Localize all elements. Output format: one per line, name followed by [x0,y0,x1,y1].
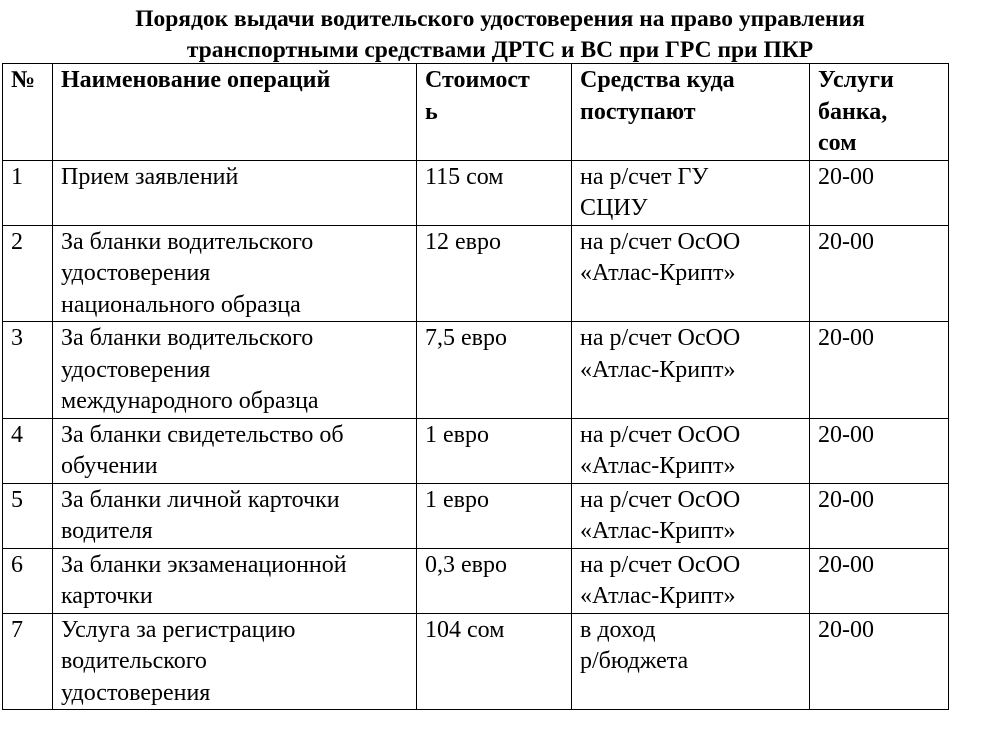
header-bank-fee-text-2: банка, [818,98,888,125]
header-destination-text-2: поступают [580,98,696,125]
header-number [3,64,53,161]
cell-number-text: 5 [11,486,23,513]
cell-bank-fee-text: 20-00 [818,486,874,513]
cell-operation-name-text: водителя [61,518,153,544]
cell-cost [417,483,572,548]
cell-destination [572,418,810,483]
cell-number [3,160,53,225]
cell-number [3,322,53,419]
cell-operation-name-text: За бланки свидетельство об [61,421,344,448]
cell-operation-name-text: За бланки водительского [61,325,314,351]
cell-destination [572,548,810,613]
document-title [0,4,1000,66]
cell-destination [572,225,810,322]
cell-operation-name-text: удостоверения [61,356,211,383]
cell-operation-name [53,225,417,322]
cell-bank-fee [810,548,949,613]
cell-operation-name [53,160,417,225]
cell-cost-text: 104 сом [425,616,505,643]
cell-operation-name-text: удостоверения [61,260,211,286]
table-row [3,418,949,483]
cell-cost-text: 1 евро [425,486,489,513]
cell-cost [417,613,572,710]
table-body [3,160,949,710]
header-operation-name-text: Наименование операций [61,67,331,93]
fees-table [2,63,949,710]
cell-operation-name-text: обучении [61,453,158,479]
cell-bank-fee-text: 20-00 [818,421,874,448]
cell-destination-text: «Атлас-Крипт» [580,518,736,544]
cell-cost [417,322,572,419]
cell-number [3,548,53,613]
cell-operation-name [53,548,417,613]
header-destination-text-1: Средства куда [580,67,735,93]
cell-number [3,483,53,548]
header-number-text: № [11,67,36,93]
cell-operation-name-text: За бланки личной карточки [61,486,340,513]
cell-destination-text: «Атлас-Крипт» [580,260,736,286]
cell-destination-text: «Атлас-Крипт» [580,583,736,609]
cell-destination-text: на р/счет ОсОО [580,486,741,513]
cell-operation-name-text: удостоверения [61,679,211,706]
cell-operation-name-text: Прием заявлений [61,163,239,190]
cell-destination-text: СЦИУ [580,195,648,221]
cell-number-text: 3 [11,325,23,351]
cell-cost [417,418,572,483]
table-header-row [3,64,949,161]
cell-number-text: 1 [11,163,23,190]
cell-destination-text: в доход [580,616,656,643]
cell-destination-text: на р/счет ОсОО [580,421,741,448]
header-cost [417,64,572,161]
cell-destination-text: на р/счет ГУ [580,163,709,190]
cell-operation-name [53,322,417,419]
cell-destination-text: «Атлас-Крипт» [580,453,736,479]
table-row [3,548,949,613]
cell-bank-fee [810,613,949,710]
cell-bank-fee-text: 20-00 [818,325,874,351]
cell-cost [417,160,572,225]
cell-cost [417,548,572,613]
cell-number-text: 7 [11,616,23,643]
cell-destination-text: на р/счет ОсОО [580,228,741,255]
cell-number [3,418,53,483]
cell-cost [417,225,572,322]
cell-number [3,613,53,710]
cell-bank-fee [810,160,949,225]
cell-bank-fee [810,483,949,548]
header-operation-name [53,64,417,161]
header-cost-text-1: Стоимост [425,67,530,93]
cell-destination-text: на р/счет ОсОО [580,325,741,351]
cell-operation-name-text: За бланки экзаменационной [61,551,347,578]
cell-bank-fee-text: 20-00 [818,616,874,643]
cell-operation-name [53,613,417,710]
header-destination [572,64,810,161]
table-row [3,613,949,710]
cell-destination [572,483,810,548]
cell-bank-fee [810,225,949,322]
cell-number-text: 6 [11,551,23,578]
cell-operation-name-text: национального образца [61,291,301,318]
cell-cost-text: 1 евро [425,421,489,448]
table-row [3,483,949,548]
cell-destination [572,322,810,419]
header-bank-fee-text-3: сом [818,130,857,156]
cell-bank-fee-text: 20-00 [818,551,874,578]
cell-operation-name-text: международного образца [61,388,319,414]
cell-operation-name [53,483,417,548]
cell-cost-text: 12 евро [425,228,501,255]
table-row [3,225,949,322]
cell-destination [572,160,810,225]
cell-number-text: 4 [11,421,23,448]
document-title-line-2: транспортными средствами ДРТС и ВС при ГРС при ПКР [186,37,814,63]
cell-bank-fee [810,418,949,483]
cell-cost-text: 115 сом [425,163,504,190]
cell-bank-fee-text: 20-00 [818,228,874,255]
table-row [3,160,949,225]
cell-cost-text: 0,3 евро [425,551,507,578]
cell-operation-name-text: водительского [61,648,207,674]
table-row [3,322,949,419]
cell-destination [572,613,810,710]
cell-operation-name [53,418,417,483]
cell-destination-text: «Атлас-Крипт» [580,356,736,383]
cell-bank-fee-text: 20-00 [818,163,874,190]
cell-destination-text: р/бюджета [580,648,689,674]
header-bank-fee [810,64,949,161]
cell-number-text: 2 [11,228,23,255]
cell-destination-text: на р/счет ОсОО [580,551,741,578]
cell-cost-text: 7,5 евро [425,325,507,351]
header-cost-text-2: ь [425,98,438,125]
cell-number [3,225,53,322]
cell-operation-name-text: За бланки водительского [61,228,314,255]
cell-operation-name-text: Услуга за регистрацию [61,616,296,643]
document-title-line-1: Порядок выдачи водительского удостоверения на право управления [135,6,865,32]
header-bank-fee-text-1: Услуги [818,67,894,93]
cell-bank-fee [810,322,949,419]
cell-operation-name-text: карточки [61,583,153,609]
